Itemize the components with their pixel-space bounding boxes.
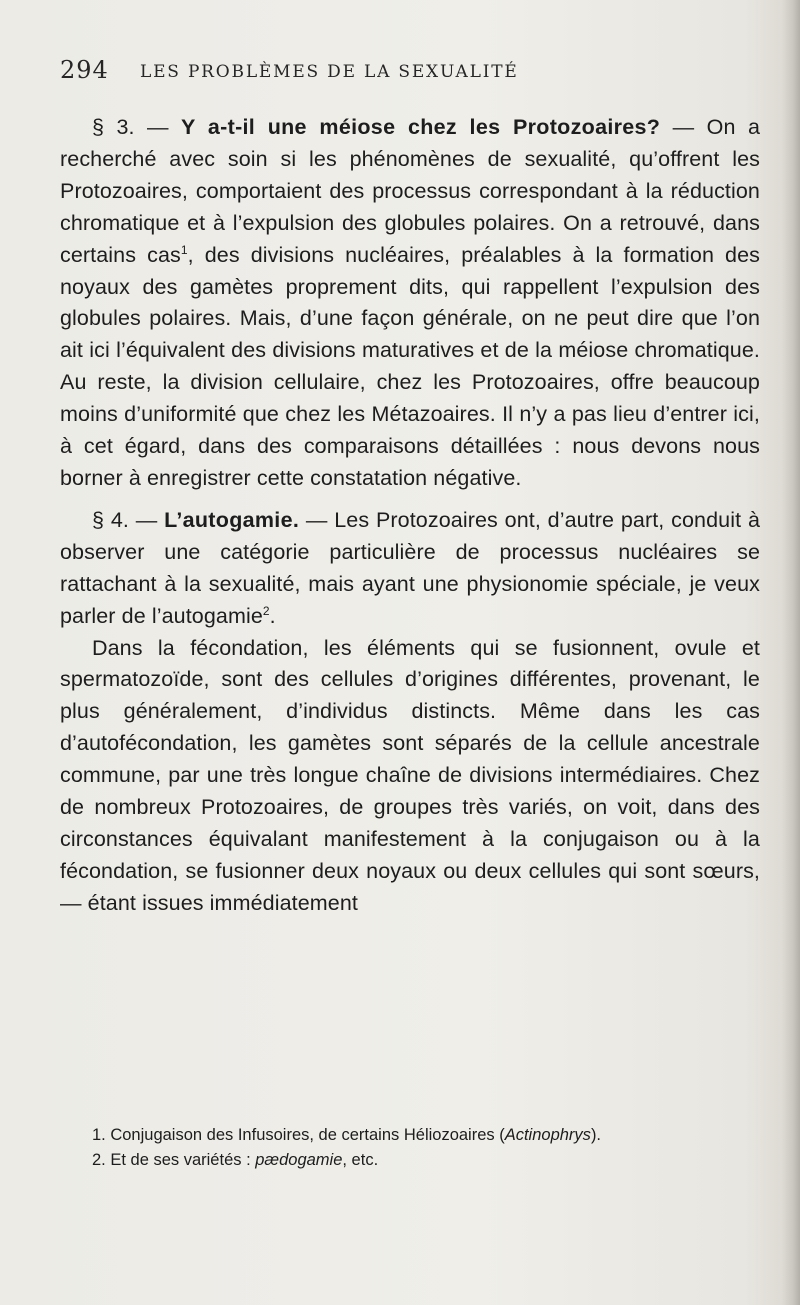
section-3-text-a: — On a recherché avec soin si les phénomènes de sexualité, qu’offrent les Protozoaires, comportaient des processus correspondant à la réduction chromatique et à l’expulsion des globules polaires. On a retrouvé, dans certains cas [60,115,760,267]
footnote-1-text: 1. Conjugaison des Infusoires, de certains Héliozoaires ( [92,1126,505,1144]
footnote-1-italic: Actinophrys [504,1126,591,1144]
section-4-lead: § 4. — [92,507,165,532]
footnote-2 [60,1148,760,1173]
section-3-heading: Y a-t-il une méiose chez les Protozoaires? [181,115,661,139]
section-gap [60,495,760,505]
page-number: 294 [60,56,109,84]
footnotes [60,1123,760,1172]
section-3-text-b: , des divisions nucléaires, préalables à la formation des noyaux des gamètes proprement dits, qui rappellent l’expulsion des globules polaires. Mais, d’une façon générale, on ne peut dire que l’on ait ici l’équivalent des divisions maturatives et de la méiose chromatique. Au reste, la division cellulaire, chez les Protozoaires, offre beaucoup moins d’uniformité que chez les Métazoaires. Il n’y a pas lieu d’entrer ici, à cet égard, dans des comparaisons détaillées : nous devons nous borner à enregistrer cette constatation négative. [60,242,761,490]
footnote-2-italic: pædogamie [255,1150,343,1169]
footnote-ref-2: 2 [262,603,270,618]
footnote-ref-1: 1 [180,242,188,257]
section-3-paragraph [60,112,760,495]
body-text [60,112,760,920]
running-head [60,56,760,92]
footnote-1 [60,1123,760,1148]
section-4-paragraph-2: Dans la fécondation, les éléments qui se fusionnent, ovule et spermatozoïde, sont des cellules d’origines différentes, provenant, le plus généralement, d’individus distincts. Même dans les cas d’autofécondation, les gamètes sont séparés de la cellule ancestrale commune, par une très longue chaîne de divisions intermédiaires. Chez de nombreux Protozoaires, de groupes très variés, on voit, dans des circonstances équivalant manifestement à la conjugaison ou à la fécondation, se fusionner deux noyaux ou deux cellules qui sont sœurs, — étant issues immédiatement [60,635,760,915]
section-3-lead: § 3. — [92,115,182,139]
section-4-heading: L’autogamie. [164,507,300,532]
running-title: LES PROBLÈMES DE LA SEXUALITÉ [140,62,519,82]
section-4-paragraph [60,505,760,633]
section-4-text-a: — Les Protozoaires ont, d’autre part, conduit à observer une catégorie particulière de processus nucléaires se rattachant à la sexualité, mais ayant une physionomie spéciale, je veux parler de l’autogamie [60,507,760,628]
page-edge-shadow [782,0,800,1305]
section-4-text-b: . [269,603,276,628]
footnote-2-end: , etc. [342,1150,379,1169]
footnote-1-end: ). [590,1126,602,1144]
footnote-2-text: 2. Et de ses variétés : [92,1150,256,1169]
